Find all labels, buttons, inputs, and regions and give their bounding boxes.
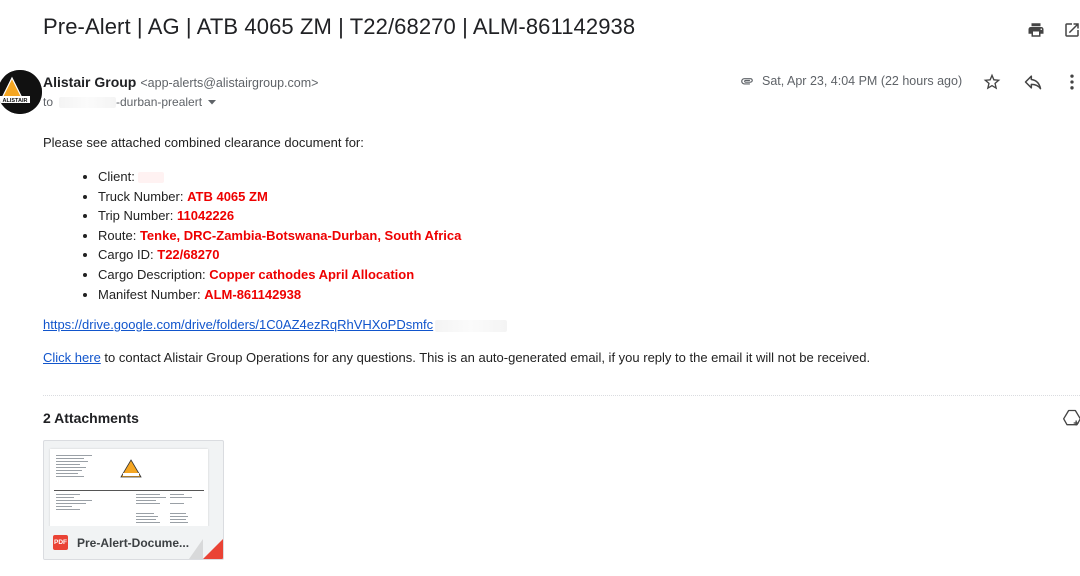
attachments-title: 2 Attachments (43, 410, 139, 426)
detail-value: T22/68270 (157, 247, 220, 263)
detail-cargo-id (98, 245, 461, 265)
footer-text: to contact Alistair Group Operations for any questions. This is an auto-generated email, if you reply to the email it will not be received. (100, 350, 871, 365)
pdf-icon: PDF (53, 535, 68, 550)
reply-icon[interactable] (1021, 70, 1045, 94)
detail-client (98, 167, 461, 187)
detail-label: Client: (98, 169, 135, 184)
redacted-recipient (59, 97, 116, 108)
drive-folder-link[interactable]: https://drive.google.com/drive/folders/1C0AZ4ezRqRhVHXoPDsmfc (43, 317, 434, 332)
body-intro: Please see attached combined clearance document for: (43, 135, 364, 150)
to-label: to (43, 95, 54, 109)
detail-label: Cargo ID: (98, 247, 154, 263)
redacted-client (138, 172, 164, 183)
avatar-logo-text: ALISTAIR (2, 97, 28, 104)
detail-value: Copper cathodes April Allocation (209, 266, 415, 282)
detail-value: 11042226 (177, 208, 235, 224)
attachments-divider (43, 395, 1080, 396)
sender-name[interactable]: Alistair Group (43, 74, 137, 90)
detail-value: ATB 4065 ZM (187, 188, 268, 204)
star-icon[interactable] (980, 70, 1004, 94)
open-in-new-window-icon[interactable] (1061, 19, 1080, 41)
detail-cargo-description (98, 265, 461, 285)
more-vert-icon[interactable] (1060, 70, 1080, 94)
detail-value: ALM-861142938 (204, 286, 302, 302)
attachment-logo-icon (120, 459, 142, 484)
chevron-down-icon[interactable] (207, 97, 217, 107)
recipient-line[interactable] (43, 95, 217, 109)
click-here-link[interactable]: Click here (43, 350, 101, 365)
drive-link-row (43, 317, 507, 332)
add-to-drive-icon[interactable] (1060, 406, 1080, 430)
print-icon[interactable] (1025, 19, 1047, 41)
detail-trip-number (98, 206, 461, 226)
detail-label: Trip Number: (98, 208, 174, 224)
detail-value: Tenke, DRC-Zambia-Botswana-Durban, South Africa (139, 227, 462, 243)
redacted-link-tail (435, 320, 507, 332)
footer-row (43, 350, 870, 365)
detail-label: Truck Number: (98, 188, 184, 204)
fold-shadow (189, 539, 203, 559)
detail-manifest-number (98, 285, 461, 305)
detail-label: Route: (98, 227, 137, 243)
detail-label: Cargo Description: (98, 266, 206, 282)
attachment-card[interactable] (43, 440, 224, 560)
recipient-visible: -durban-prealert (116, 95, 203, 109)
sender-avatar[interactable] (0, 70, 42, 114)
sender-email: <app-alerts@alistairgroup.com> (140, 76, 319, 90)
email-subject: Pre-Alert | AG | ATB 4065 ZM | T22/68270 | ALM-861142938 (43, 14, 636, 39)
page-fold-icon (203, 539, 223, 559)
attachment-filename: Pre-Alert-Docume... (77, 535, 190, 550)
detail-label: Manifest Number: (98, 286, 201, 302)
attachment-clip-icon (738, 74, 756, 88)
sender-line (43, 74, 318, 90)
detail-list (80, 167, 461, 304)
detail-truck-number (98, 187, 461, 207)
date-row (738, 74, 962, 88)
email-date: Sat, Apr 23, 4:04 PM (22 hours ago) (762, 74, 963, 88)
attachment-preview (50, 449, 208, 527)
detail-route (98, 226, 461, 246)
